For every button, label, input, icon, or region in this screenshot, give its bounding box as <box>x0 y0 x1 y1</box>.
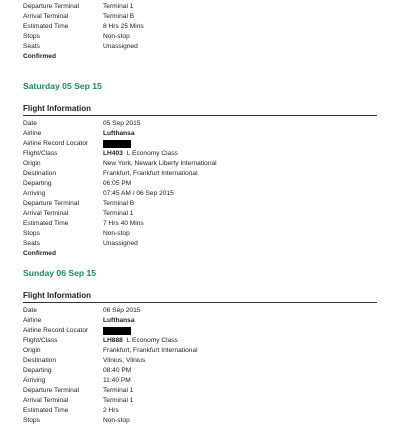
field-label: Airline Record Locator <box>23 140 89 147</box>
airline-row <box>0 129 400 139</box>
field-value: Vilnius, Vilnius <box>103 357 146 364</box>
estimated-time-row <box>0 22 400 32</box>
section-title: Flight Information <box>23 104 91 113</box>
field-label: Arriving <box>23 190 46 197</box>
field-value: 08:40 PM <box>103 367 132 374</box>
field-label: Arrival Terminal <box>23 397 69 404</box>
field-label: Departure Terminal <box>23 3 79 10</box>
field-label: Airline <box>23 317 42 324</box>
flight-class-row <box>0 336 400 346</box>
field-value: Frankfurt, Frankfurt International <box>103 347 198 354</box>
field-label: Arrival Terminal <box>23 210 69 217</box>
field-label: Departing <box>23 180 52 187</box>
airline-row <box>0 316 400 326</box>
origin-row <box>0 346 400 356</box>
day-heading: Sunday 06 Sep 15 <box>23 268 97 278</box>
stops-row <box>0 32 400 42</box>
flight-number: LH403 <box>103 150 123 157</box>
airline-value: Lufthansa <box>103 130 135 137</box>
field-label: Arrival Terminal <box>23 13 69 20</box>
field-label: Stops <box>23 230 40 237</box>
field-label: Origin <box>23 160 41 167</box>
status-confirmed: Confirmed <box>23 53 56 60</box>
estimated-time-row <box>0 406 400 416</box>
field-label: Estimated Time <box>23 220 69 227</box>
field-value: New York, Newark Liberty International <box>103 160 217 167</box>
field-value: Terminal 1 <box>103 3 134 10</box>
field-value: Non-stop <box>103 33 130 40</box>
redacted-locator <box>103 140 131 148</box>
departing-row <box>0 179 400 189</box>
day-block-saturday <box>0 79 400 259</box>
field-label: Estimated Time <box>23 407 69 414</box>
seats-row <box>0 239 400 249</box>
arrival-terminal-row <box>0 12 400 22</box>
field-label: Seats <box>23 43 40 50</box>
field-label: Flight/Class <box>23 337 58 344</box>
departure-terminal-row <box>0 199 400 209</box>
arriving-row <box>0 376 400 386</box>
field-label: Departure Terminal <box>23 387 79 394</box>
field-label: Flight/Class <box>23 150 58 157</box>
field-value: 07:45 AM / 06 Sep 2015 <box>103 190 174 197</box>
field-value: Non-stop <box>103 417 130 424</box>
record-locator-row <box>0 326 400 336</box>
flight-value <box>103 149 178 159</box>
airline-value: Lufthansa <box>103 317 135 324</box>
field-label: Airline <box>23 130 42 137</box>
field-value: 11:40 PM <box>103 377 131 384</box>
field-value: Terminal B <box>103 200 135 207</box>
field-label: Estimated Time <box>23 23 69 30</box>
field-value: Frankfurt, Frankfurt International <box>103 170 198 177</box>
status-confirmed: Confirmed <box>23 250 56 257</box>
arrival-terminal-row <box>0 209 400 219</box>
stops-row <box>0 416 400 426</box>
day-block-sunday <box>0 266 400 426</box>
field-value: Unassigned <box>103 43 138 50</box>
field-label: Date <box>23 120 37 127</box>
field-value: 06:05 PM <box>103 180 132 187</box>
field-label: Destination <box>23 170 56 177</box>
flight-class: L Economy Class <box>126 150 178 157</box>
field-value: Non-stop <box>103 230 130 237</box>
arriving-row <box>0 189 400 199</box>
field-value: Terminal 1 <box>103 210 134 217</box>
field-value: 06 Sep 2015 <box>103 307 141 314</box>
flight-class-row <box>0 149 400 159</box>
stops-row <box>0 229 400 239</box>
field-label: Origin <box>23 347 41 354</box>
estimated-time-row <box>0 219 400 229</box>
destination-row <box>0 356 400 366</box>
field-value: Terminal 1 <box>103 387 134 394</box>
field-label: Airline Record Locator <box>23 327 89 334</box>
field-value: Terminal B <box>103 13 135 20</box>
previous-flight-details <box>0 0 400 62</box>
field-value: 05 Sep 2015 <box>103 120 141 127</box>
day-heading: Saturday 05 Sep 15 <box>23 81 102 91</box>
arrival-terminal-row <box>0 396 400 406</box>
field-label: Seats <box>23 240 40 247</box>
date-row <box>0 119 400 129</box>
record-locator-row <box>0 139 400 149</box>
field-label: Stops <box>23 417 40 424</box>
destination-row <box>0 169 400 179</box>
seats-row <box>0 42 400 52</box>
redacted-locator <box>103 327 131 335</box>
departure-terminal-row <box>0 2 400 12</box>
field-label: Date <box>23 307 37 314</box>
field-value: Unassigned <box>103 240 138 247</box>
flight-class: L Economy Class <box>126 337 178 344</box>
field-value: Terminal 1 <box>103 397 134 404</box>
field-label: Departing <box>23 367 52 374</box>
field-label: Destination <box>23 357 56 364</box>
field-label: Arriving <box>23 377 46 384</box>
flight-value <box>103 336 178 346</box>
field-label: Departure Terminal <box>23 200 79 207</box>
departing-row <box>0 366 400 376</box>
departure-terminal-row <box>0 386 400 396</box>
field-value: 7 Hrs 40 Mins <box>103 220 144 227</box>
field-value: 8 Hrs 25 Mins <box>103 23 144 30</box>
field-value: 2 Hrs <box>103 407 119 414</box>
section-divider <box>23 115 377 116</box>
origin-row <box>0 159 400 169</box>
flight-number: LH888 <box>103 337 123 344</box>
section-divider <box>23 302 377 303</box>
date-row <box>0 306 400 316</box>
field-label: Stops <box>23 33 40 40</box>
section-title: Flight Information <box>23 291 91 300</box>
